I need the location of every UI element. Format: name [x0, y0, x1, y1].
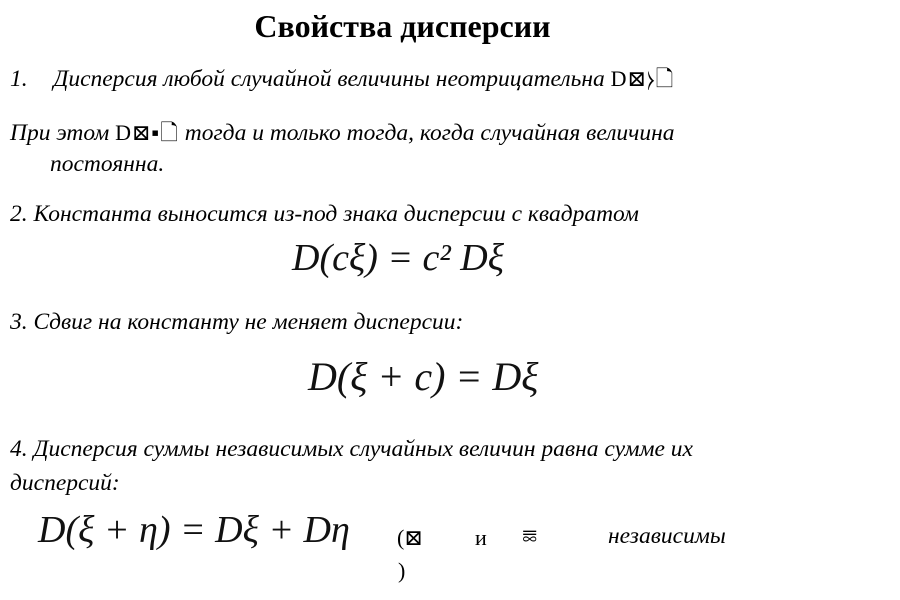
independence-note-close: ) — [398, 558, 406, 583]
independence-note-word: независимы — [608, 523, 726, 549]
page-title: Свойства дисперсии — [254, 8, 551, 44]
property-1-text: Дисперсия любой случайной величины неотрицательна — [53, 66, 605, 92]
property-1-symbols: D⊠⧽🗋 — [610, 66, 675, 91]
independence-note-and: и — [475, 525, 487, 550]
property-1-note-symbols: D⊠▪🗋 — [115, 120, 179, 145]
property-4-text-line2: дисперсий: — [10, 470, 120, 496]
property-1-note — [10, 116, 675, 154]
property-3-text: 3. Сдвиг на константу не меняет дисперсии: — [10, 309, 464, 335]
property-4-formula: D(ξ + η) = Dξ + Dη — [38, 509, 350, 551]
property-3-formula: D(ξ + c) = Dξ — [308, 354, 539, 399]
independence-note-open: (⊠ — [397, 525, 423, 550]
property-1 — [10, 62, 674, 100]
property-1-note-text: тогда и только тогда, когда случайная величина — [184, 120, 675, 146]
property-4-text-line1: 4. Дисперсия суммы независимых случайных величин равна сумме их — [10, 436, 693, 462]
property-1-number: 1. — [10, 66, 28, 92]
eta-symbol-icon: ⯹ — [522, 526, 538, 548]
property-2-formula: D(cξ) = c² Dξ — [292, 237, 505, 279]
property-1-note-prefix: При этом — [10, 120, 110, 146]
property-2-text: 2. Константа выносится из-под знака дисперсии с квадратом — [10, 201, 639, 227]
property-1-note-line2: постоянна. — [50, 151, 165, 177]
